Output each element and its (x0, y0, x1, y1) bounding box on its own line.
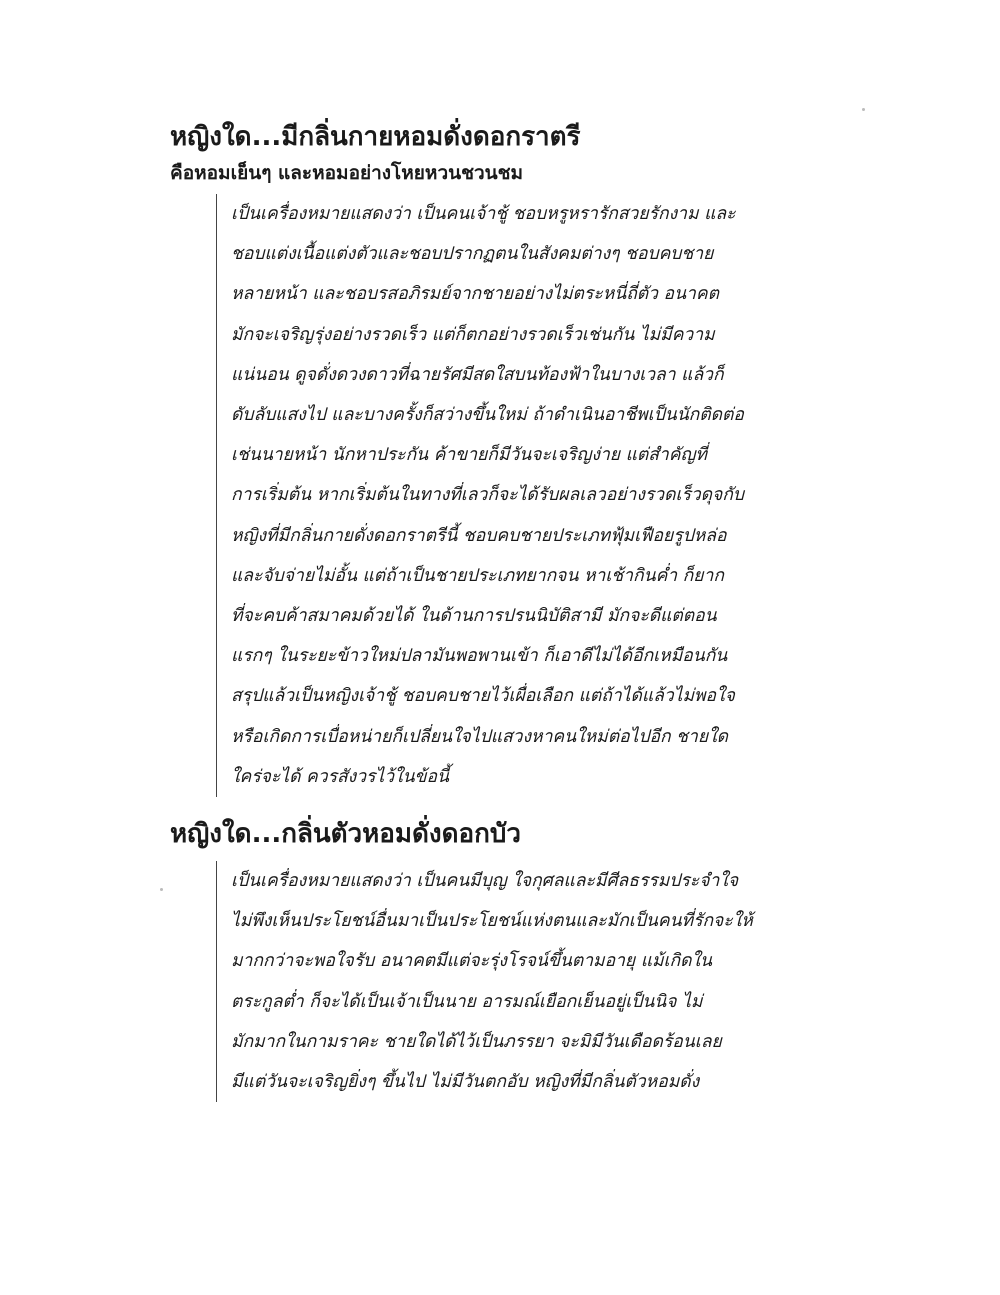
body-line: หญิงที่มีกลิ่นกายดั่งดอกราตรีนี้ ชอบคบชายประเภทฟุ้มเฟือยรูปหล่อ (231, 525, 727, 546)
body-line: การเริ่มต้น หากเริ่มต้นในทางที่เลวก็จะได้รับผลเลวอย่างรวดเร็วดุจกับ (231, 485, 745, 506)
body-line: มีแต่วันจะเจริญยิ่งๆ ขึ้นไป ไม่มีวันตกอับ หญิงที่มีกลิ่นตัวหอมดั่ง (231, 1072, 700, 1093)
section-ratree (170, 118, 830, 797)
body-line: มักมากในกามราคะ ชายใดได้ไว้เป็นภรรยา จะมิมีวันเดือดร้อนเลย (231, 1031, 722, 1052)
body-line: แรกๆ ในระยะข้าวใหม่ปลามันพอพานเข้า ก็เอาดีไม่ได้อีกเหมือนกัน (231, 646, 728, 667)
body-line: และจับจ่ายไม่อั้น แต่ถ้าเป็นชายประเภทยากจน หาเช้ากินค่ำ ก็ยาก (231, 565, 724, 586)
body-line: เป็นเครื่องหมายแสดงว่า เป็นคนเจ้าชู้ ชอบหรูหรารักสวยรักงาม และ (231, 204, 736, 224)
body-line: เช่นนายหน้า นักหาประกัน ค้าขายก็มีวันจะเจริญง่าย แต่สำคัญที่ (231, 445, 707, 466)
section-body (216, 194, 811, 797)
section-heading: หญิงใด...กลิ่นตัวหอมดั่งดอกบัว (170, 819, 521, 849)
body-line: สรุปแล้วเป็นหญิงเจ้าชู้ ชอบคบชายไว้เผื่อเลือก แต่ถ้าได้แล้วไม่พอใจ (231, 686, 735, 707)
body-line: ตระกูลต่ำ ก็จะได้เป็นเจ้าเป็นนาย อารมณ์เยือกเย็นอยู่เป็นนิจ ไม่ (231, 991, 703, 1012)
section-body (216, 861, 811, 1102)
body-line: ดับลับแสงไป และบางครั้งก็สว่างขึ้นใหม่ ถ้าดำเนินอาชีพเป็นนักติดต่อ (231, 405, 744, 426)
body-line: แน่นอน ดูจดั่งดวงดาวที่ฉายรัศมีสดใสบนท้องฟ้าในบางเวลา แล้วก็ (231, 364, 724, 385)
body-line: มากกว่าจะพอใจรับ อนาคตมีแต่จะรุ่งโรจน์ขึ้นตามอายุ แม้เกิดใน (231, 951, 713, 972)
scan-speck (862, 108, 865, 111)
body-line: หรือเกิดการเบื่อหน่ายก็เปลี่ยนใจไปแสวงหาคนใหม่ต่อไปอีก ชายใด (231, 726, 729, 747)
section-lotus (170, 815, 830, 1102)
body-line: เป็นเครื่องหมายแสดงว่า เป็นคนมีบุญ ใจกุศลและมีศีลธรรมประจำใจ (231, 871, 739, 891)
body-line: ที่จะคบค้าสมาคมด้วยได้ ในด้านการปรนนิบัติสามี มักจะดีแต่ตอน (231, 606, 717, 627)
scan-speck (160, 888, 163, 891)
section-subheading: คือหอมเย็นๆ และหอมอย่างโหยหวนชวนชม (170, 162, 524, 184)
section-heading: หญิงใด...มีกลิ่นกายหอมดั่งดอกราตรี (170, 122, 581, 152)
body-line: ใคร่จะได้ ควรสังวรไว้ในข้อนี้ (231, 766, 449, 787)
body-line: ไม่พึงเห็นประโยชน์อื่นมาเป็นประโยชน์แห่งตนและมักเป็นคนที่รักจะให้ (231, 911, 753, 932)
body-line: ชอบแต่งเนื้อแต่งตัวและชอบปรากฏตนในสังคมต่างๆ ชอบคบชาย (231, 244, 714, 265)
body-line: มักจะเจริญรุ่งอย่างรวดเร็ว แต่ก็ตกอย่างรวดเร็วเช่นกัน ไม่มีความ (231, 324, 715, 345)
body-line: หลายหน้า และชอบรสอภิรมย์จากชายอย่างไม่ตระหนี่ถี่ตัว อนาคต (231, 284, 719, 305)
